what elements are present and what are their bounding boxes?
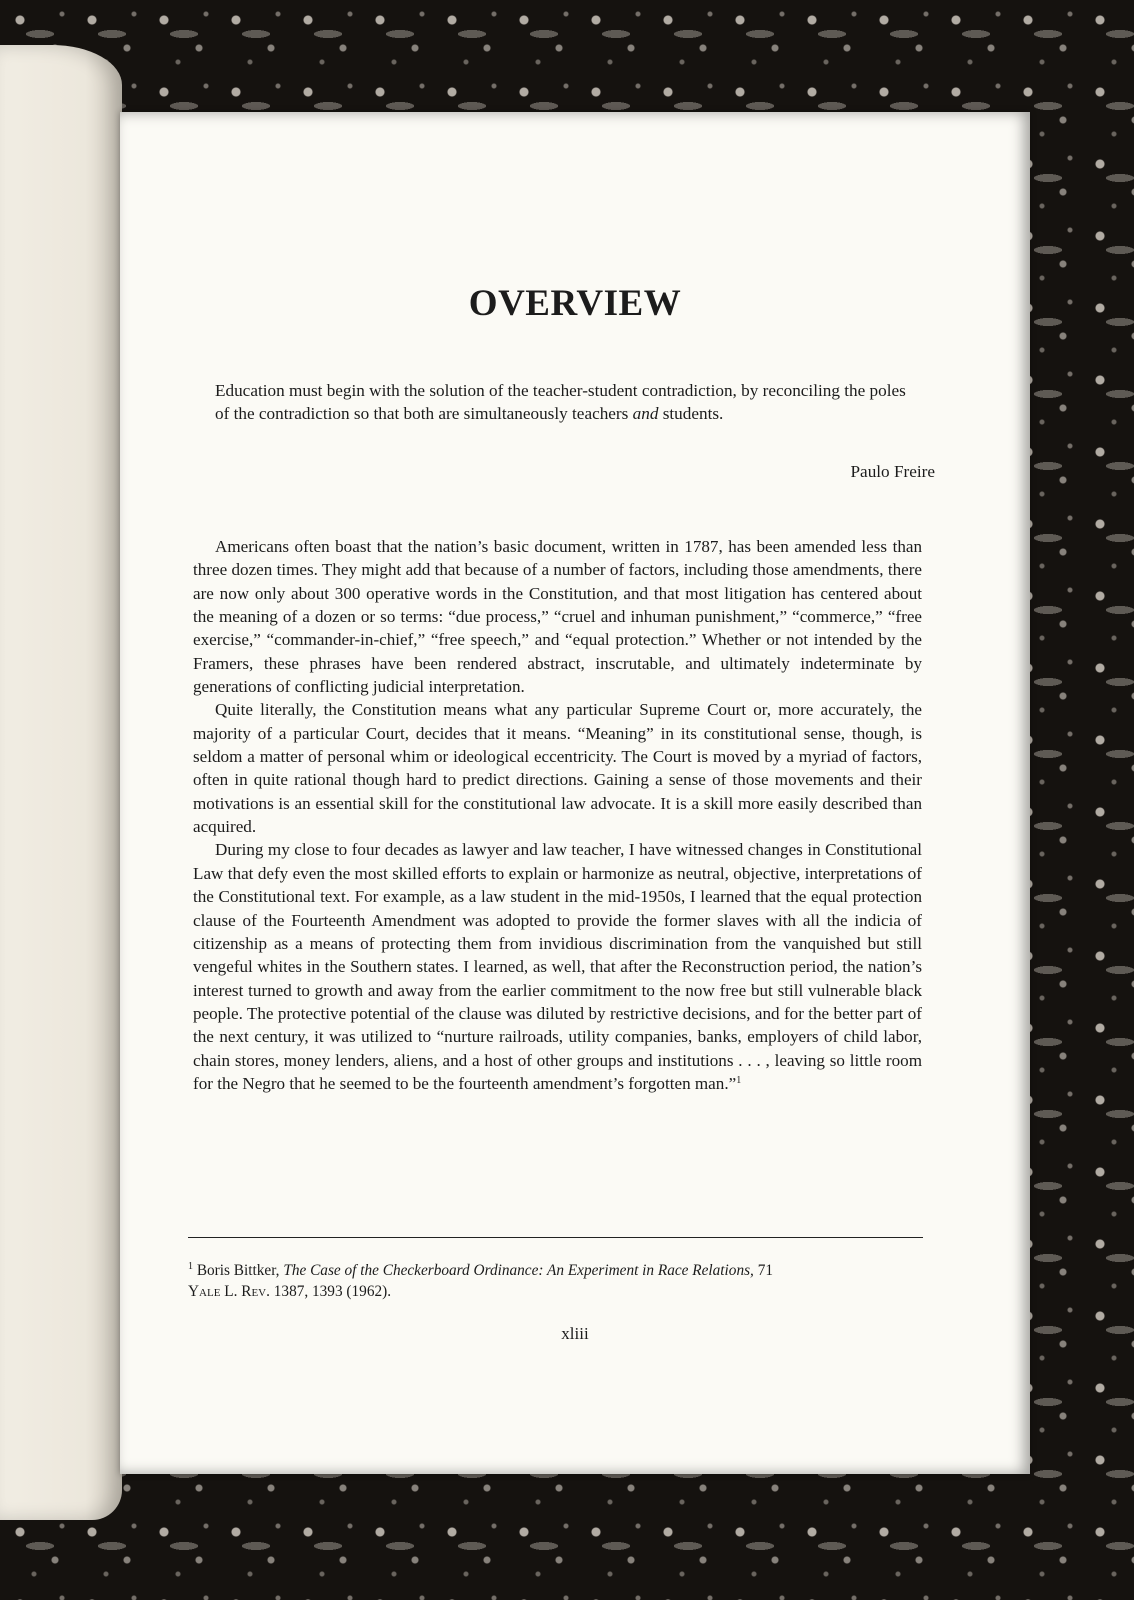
footnote-author: Boris Bittker, [196,1262,280,1279]
footnote-divider [188,1237,923,1238]
footnote [188,1260,923,1302]
epigraph-author: Paulo Freire [850,462,935,481]
footnote-reference[interactable]: 1 [736,1074,742,1086]
paragraph-3-text: During my close to four decades as lawyer and law teacher, I have witnessed changes in Constitutional Law that defy even the most skilled efforts to explain or harmonize as neutral, objective, interpretations of the Constitutional text. For example, as a law student in the mid-1950s, I learned that the equal protection clause of the Fourteenth Amendment was adopted to provide the former slaves with all the indicia of citizenship as a means of protecting them from invidious discrimination from the vanquished but still vengeful whites in the Southern states. I learned, as well, that after the Reconstruction period, the nation’s interest turned to growth and away from the earlier commitment to the now free but still vulnerable black people. The protective potential of the clause was diluted by restrictive decisions, and for the better part of the next century, it was utilized to “nurture railroads, utility companies, banks, employers of child labor, chain stores, money lenders, aliens, and a host of other groups and institutions . . . , leaving so little room for the Negro that he seemed to be the fourteenth amendment’s forgotten man.” [193,840,922,1093]
paragraph-1: Americans often boast that the nation’s basic document, written in 1787, has been amended less than three dozen times. They might add that because of a number of factors, including those amendments, there are now only about 300 operative words in the Constitution, and that most litigation has centered about the meaning of a dozen or so terms: “due process,” “cruel and inhuman punishment,” “commerce,” “free exercise,” “commander-in-chief,” “free speech,” and “equal protection.” Whether or not intended by the Framers, these phrases have been rendered abstract, inscrutable, and ultimately indeterminate by generations of conflicting judicial interpretation. [193,537,922,697]
paragraph-2: Quite literally, the Constitution means what any particular Supreme Court or, more accurately, the majority of a particular Court, decides that it means. “Meaning” in its constitutional sense, though, is seldom a matter of personal whim or ideological eccentricity. The Court is moved by a myriad of factors, often in quite rational though hard to predict directions. Gaining a sense of those movements and their motivations is an essential skill for the constitutional law advocate. It is a skill more easily described than acquired. [193,700,922,837]
footnote-citation: 1387, 1393 (1962). [273,1283,392,1300]
body-text [193,535,922,1095]
book-page [120,112,1030,1474]
epigraph-text-end: students. [658,404,724,424]
footnote-journal: Yale L. Rev. [188,1283,270,1300]
paragraph-3 [193,838,922,1095]
page-title: OVERVIEW [468,283,682,324]
footnote-volume: 71 [757,1262,774,1279]
epigraph-emphasis: and [632,404,659,424]
page-number: xliii [561,1324,589,1343]
footnote-work-title: The Case of the Checkerboard Ordinance: An Experiment in Race Relations, [283,1262,754,1279]
epigraph-quote [215,379,915,426]
left-facing-page [0,45,122,1520]
footnote-marker: 1 [188,1261,193,1272]
epigraph-text-start: Education must begin with the solution of the teacher-student contradiction, by reconciling the poles of the contradiction so that both are simultaneously teachers [215,381,906,424]
